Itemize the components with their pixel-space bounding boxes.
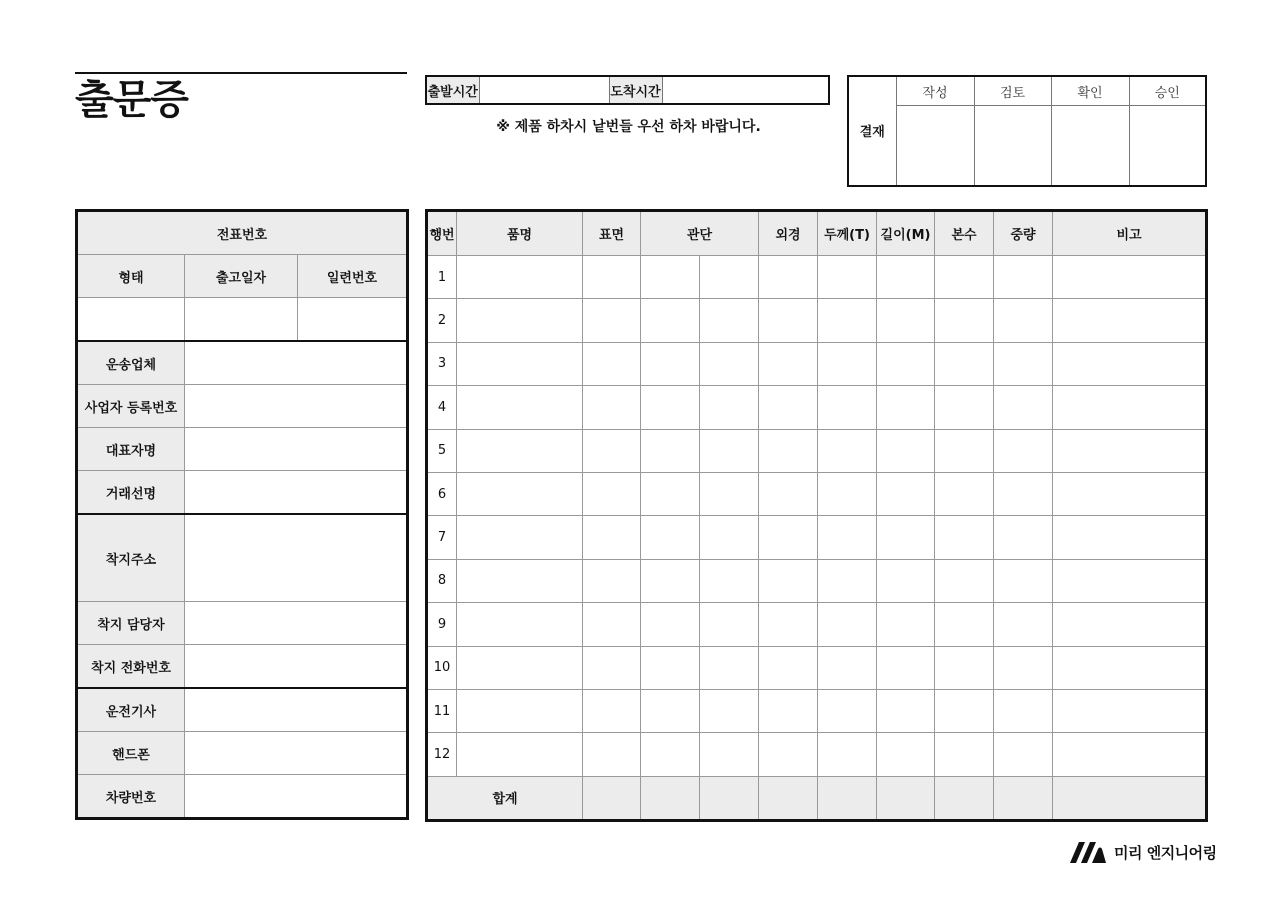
serial-number-header: 일련번호	[298, 255, 408, 298]
surface-cell[interactable]	[583, 516, 641, 559]
thickness-cell[interactable]	[818, 342, 877, 385]
pipe-end-b-cell[interactable]	[700, 559, 759, 602]
weight-cell[interactable]	[994, 733, 1053, 776]
thickness-cell[interactable]	[818, 603, 877, 646]
company-name: 미리 엔지니어링	[1114, 843, 1217, 862]
pipe-end-a-cell[interactable]	[641, 559, 700, 602]
thickness-cell[interactable]	[818, 472, 877, 515]
header-remarks: 비고	[1053, 211, 1207, 256]
row-number: 9	[427, 603, 457, 646]
pipe-end-b-cell[interactable]	[700, 386, 759, 429]
pipe-end-a-cell[interactable]	[641, 646, 700, 689]
business-reg-field[interactable]	[185, 385, 408, 428]
remarks-cell[interactable]	[1053, 689, 1207, 732]
remarks-cell[interactable]	[1053, 256, 1207, 299]
table-row	[427, 256, 1207, 299]
surface-cell[interactable]	[583, 342, 641, 385]
item-name-cell[interactable]	[457, 646, 583, 689]
length-cell[interactable]	[877, 646, 935, 689]
pipe-end-a-cell[interactable]	[641, 689, 700, 732]
length-cell[interactable]	[877, 256, 935, 299]
table-row	[427, 733, 1207, 776]
pipe-end-b-cell[interactable]	[700, 342, 759, 385]
total-cell[interactable]	[700, 776, 759, 820]
thickness-cell[interactable]	[818, 516, 877, 559]
thickness-cell[interactable]	[818, 646, 877, 689]
row-number: 4	[427, 386, 457, 429]
outer-diameter-cell[interactable]	[759, 342, 818, 385]
total-cell[interactable]	[818, 776, 877, 820]
outer-diameter-cell[interactable]	[759, 472, 818, 515]
pipe-end-a-cell[interactable]	[641, 733, 700, 776]
shipment-info-form	[75, 209, 409, 820]
outer-diameter-cell[interactable]	[759, 429, 818, 472]
pipe-end-a-cell[interactable]	[641, 472, 700, 515]
surface-cell[interactable]	[583, 386, 641, 429]
approval-sign-review[interactable]	[974, 106, 1051, 186]
title-rule	[75, 72, 407, 74]
table-row	[427, 559, 1207, 602]
count-cell[interactable]	[935, 603, 994, 646]
time-bar	[425, 75, 830, 105]
items-table	[425, 209, 1208, 822]
weight-cell[interactable]	[994, 256, 1053, 299]
total-cell[interactable]	[641, 776, 700, 820]
unloading-notice: ※ 제품 하차시 낱번들 우선 하차 바랍니다.	[496, 119, 761, 135]
row-number: 6	[427, 472, 457, 515]
remarks-cell[interactable]	[1053, 429, 1207, 472]
arrival-field[interactable]	[662, 76, 829, 104]
row-number: 10	[427, 646, 457, 689]
thickness-cell[interactable]	[818, 559, 877, 602]
count-cell[interactable]	[935, 559, 994, 602]
pipe-end-a-cell[interactable]	[641, 256, 700, 299]
remarks-cell[interactable]	[1053, 472, 1207, 515]
destination-phone-label: 착지 전화번호	[77, 645, 185, 689]
table-row	[427, 299, 1207, 342]
weight-cell[interactable]	[994, 386, 1053, 429]
destination-address-label: 착지주소	[77, 514, 185, 602]
approval-sign-write[interactable]	[896, 106, 974, 186]
outer-diameter-cell[interactable]	[759, 516, 818, 559]
client-name-field[interactable]	[185, 471, 408, 515]
serial-number-field[interactable]	[298, 298, 408, 342]
destination-phone-field[interactable]	[185, 645, 408, 689]
outer-diameter-cell[interactable]	[759, 733, 818, 776]
pipe-end-a-cell[interactable]	[641, 603, 700, 646]
approval-sign-confirm[interactable]	[1051, 106, 1129, 186]
item-name-cell[interactable]	[457, 516, 583, 559]
table-row	[427, 689, 1207, 732]
driver-field[interactable]	[185, 688, 408, 732]
mobile-label: 핸드폰	[77, 732, 185, 775]
total-row	[427, 776, 1207, 820]
remarks-cell[interactable]	[1053, 342, 1207, 385]
pipe-end-a-cell[interactable]	[641, 342, 700, 385]
item-name-cell[interactable]	[457, 429, 583, 472]
client-name-label: 거래선명	[77, 471, 185, 515]
miri-logo-icon	[1068, 839, 1108, 865]
outer-diameter-cell[interactable]	[759, 689, 818, 732]
pipe-end-b-cell[interactable]	[700, 733, 759, 776]
header-row-no: 행번	[427, 211, 457, 256]
outer-diameter-cell[interactable]	[759, 386, 818, 429]
pipe-end-b-cell[interactable]	[700, 603, 759, 646]
destination-address-field[interactable]	[185, 514, 408, 602]
count-cell[interactable]	[935, 256, 994, 299]
destination-contact-field[interactable]	[185, 602, 408, 645]
pipe-end-b-cell[interactable]	[700, 472, 759, 515]
ship-date-field[interactable]	[185, 298, 298, 342]
table-row	[427, 429, 1207, 472]
count-cell[interactable]	[935, 429, 994, 472]
transport-company-field[interactable]	[185, 341, 408, 385]
remarks-cell[interactable]	[1053, 386, 1207, 429]
length-cell[interactable]	[877, 299, 935, 342]
weight-cell[interactable]	[994, 429, 1053, 472]
header-item-name: 품명	[457, 211, 583, 256]
count-cell[interactable]	[935, 646, 994, 689]
thickness-cell[interactable]	[818, 386, 877, 429]
company-logo	[1068, 838, 1217, 866]
length-cell[interactable]	[877, 516, 935, 559]
item-name-cell[interactable]	[457, 386, 583, 429]
count-cell[interactable]	[935, 733, 994, 776]
item-name-cell[interactable]	[457, 472, 583, 515]
weight-cell[interactable]	[994, 559, 1053, 602]
approval-col-review: 검토	[974, 76, 1051, 106]
length-cell[interactable]	[877, 429, 935, 472]
outer-diameter-cell[interactable]	[759, 646, 818, 689]
pipe-end-b-cell[interactable]	[700, 256, 759, 299]
mobile-field[interactable]	[185, 732, 408, 775]
weight-cell[interactable]	[994, 299, 1053, 342]
approval-box	[847, 75, 1207, 187]
row-number: 5	[427, 429, 457, 472]
weight-cell[interactable]	[994, 689, 1053, 732]
table-row	[427, 516, 1207, 559]
vehicle-number-field[interactable]	[185, 775, 408, 819]
length-cell[interactable]	[877, 559, 935, 602]
remarks-cell[interactable]	[1053, 646, 1207, 689]
weight-cell[interactable]	[994, 646, 1053, 689]
transport-company-label: 운송업체	[77, 341, 185, 385]
ship-date-header: 출고일자	[185, 255, 298, 298]
thickness-cell[interactable]	[818, 689, 877, 732]
pipe-end-a-cell[interactable]	[641, 299, 700, 342]
header-length: 길이(M)	[877, 211, 935, 256]
header-outer-diameter: 외경	[759, 211, 818, 256]
arrival-label: 도착시간	[609, 76, 662, 104]
weight-cell[interactable]	[994, 516, 1053, 559]
surface-cell[interactable]	[583, 472, 641, 515]
row-number: 3	[427, 342, 457, 385]
table-row	[427, 646, 1207, 689]
outer-diameter-cell[interactable]	[759, 256, 818, 299]
remarks-cell[interactable]	[1053, 559, 1207, 602]
destination-contact-label: 착지 담당자	[77, 602, 185, 645]
surface-cell[interactable]	[583, 689, 641, 732]
header-pipe-end: 관단	[641, 211, 759, 256]
row-number: 11	[427, 689, 457, 732]
pipe-end-b-cell[interactable]	[700, 429, 759, 472]
approval-col-approve: 승인	[1129, 76, 1206, 106]
remarks-cell[interactable]	[1053, 733, 1207, 776]
approval-col-write: 작성	[896, 76, 974, 106]
surface-cell[interactable]	[583, 733, 641, 776]
thickness-cell[interactable]	[818, 429, 877, 472]
total-cell[interactable]	[759, 776, 818, 820]
row-number: 7	[427, 516, 457, 559]
total-cell[interactable]	[583, 776, 641, 820]
length-cell[interactable]	[877, 733, 935, 776]
pipe-end-a-cell[interactable]	[641, 386, 700, 429]
surface-cell[interactable]	[583, 646, 641, 689]
surface-cell[interactable]	[583, 299, 641, 342]
table-row	[427, 603, 1207, 646]
type-header: 형태	[77, 255, 185, 298]
count-cell[interactable]	[935, 342, 994, 385]
count-cell[interactable]	[935, 299, 994, 342]
representative-field[interactable]	[185, 428, 408, 471]
total-cell[interactable]	[877, 776, 935, 820]
approval-sign-approve[interactable]	[1129, 106, 1206, 186]
driver-label: 운전기사	[77, 688, 185, 732]
count-cell[interactable]	[935, 472, 994, 515]
page-title: 출문증	[75, 77, 188, 123]
header-count: 본수	[935, 211, 994, 256]
weight-cell[interactable]	[994, 603, 1053, 646]
header-thickness: 두께(T)	[818, 211, 877, 256]
table-row	[427, 472, 1207, 515]
representative-label: 대표자명	[77, 428, 185, 471]
vehicle-number-label: 차량번호	[77, 775, 185, 819]
length-cell[interactable]	[877, 603, 935, 646]
surface-cell[interactable]	[583, 256, 641, 299]
item-name-cell[interactable]	[457, 256, 583, 299]
item-name-cell[interactable]	[457, 299, 583, 342]
pipe-end-b-cell[interactable]	[700, 689, 759, 732]
thickness-cell[interactable]	[818, 256, 877, 299]
thickness-cell[interactable]	[818, 733, 877, 776]
slip-number-header: 전표번호	[77, 211, 408, 255]
item-name-cell[interactable]	[457, 342, 583, 385]
item-name-cell[interactable]	[457, 559, 583, 602]
row-number: 2	[427, 299, 457, 342]
pipe-end-b-cell[interactable]	[700, 516, 759, 559]
item-name-cell[interactable]	[457, 733, 583, 776]
total-cell[interactable]	[994, 776, 1053, 820]
row-number: 1	[427, 256, 457, 299]
remarks-cell[interactable]	[1053, 516, 1207, 559]
outer-diameter-cell[interactable]	[759, 559, 818, 602]
length-cell[interactable]	[877, 472, 935, 515]
surface-cell[interactable]	[583, 429, 641, 472]
row-number: 12	[427, 733, 457, 776]
outer-diameter-cell[interactable]	[759, 299, 818, 342]
outer-diameter-cell[interactable]	[759, 603, 818, 646]
total-cell[interactable]	[935, 776, 994, 820]
approval-col-confirm: 확인	[1051, 76, 1129, 106]
remarks-cell[interactable]	[1053, 299, 1207, 342]
item-name-cell[interactable]	[457, 689, 583, 732]
remarks-cell[interactable]	[1053, 603, 1207, 646]
count-cell[interactable]	[935, 516, 994, 559]
surface-cell[interactable]	[583, 559, 641, 602]
length-cell[interactable]	[877, 689, 935, 732]
pipe-end-a-cell[interactable]	[641, 516, 700, 559]
surface-cell[interactable]	[583, 603, 641, 646]
departure-label: 출발시간	[426, 76, 479, 104]
pipe-end-b-cell[interactable]	[700, 299, 759, 342]
total-label: 합계	[427, 776, 583, 820]
table-row	[427, 342, 1207, 385]
total-cell[interactable]	[1053, 776, 1207, 820]
approval-label: 결재	[848, 76, 896, 186]
table-row	[427, 386, 1207, 429]
type-field[interactable]	[77, 298, 185, 342]
length-cell[interactable]	[877, 386, 935, 429]
header-weight: 중량	[994, 211, 1053, 256]
business-reg-label: 사업자 등록번호	[77, 385, 185, 428]
pipe-end-a-cell[interactable]	[641, 429, 700, 472]
pipe-end-b-cell[interactable]	[700, 646, 759, 689]
count-cell[interactable]	[935, 689, 994, 732]
weight-cell[interactable]	[994, 342, 1053, 385]
row-number: 8	[427, 559, 457, 602]
count-cell[interactable]	[935, 386, 994, 429]
weight-cell[interactable]	[994, 472, 1053, 515]
header-surface: 표면	[583, 211, 641, 256]
item-name-cell[interactable]	[457, 603, 583, 646]
length-cell[interactable]	[877, 342, 935, 385]
thickness-cell[interactable]	[818, 299, 877, 342]
departure-field[interactable]	[479, 76, 609, 104]
